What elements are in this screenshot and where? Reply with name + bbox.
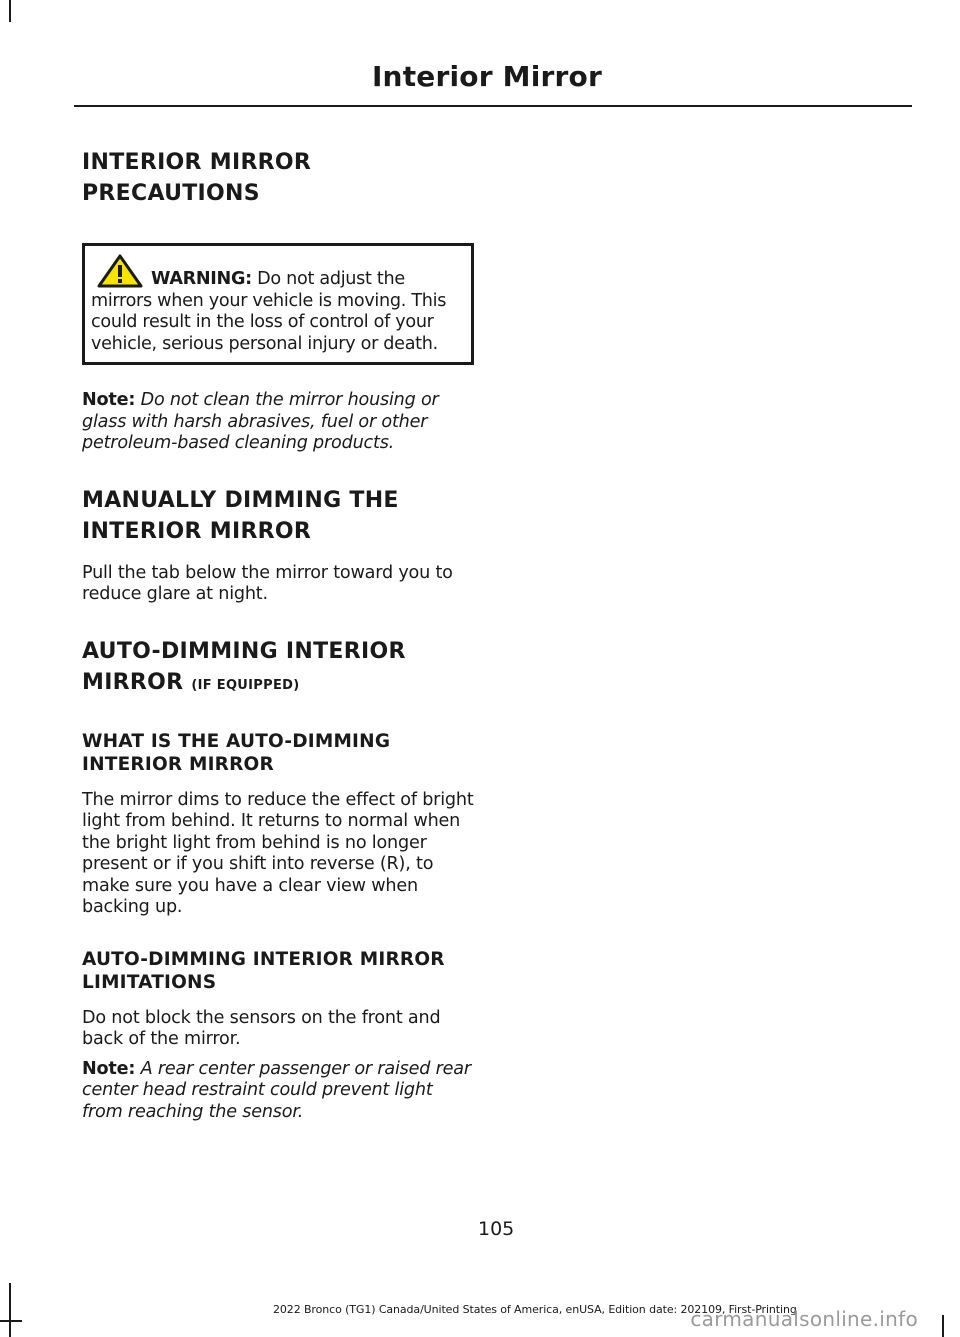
heading-line: INTERIOR MIRROR xyxy=(82,150,312,175)
note-text: Do not clean the mirror housing or glass with harsh abrasives, fuel or other petroleum-based cleaning products. xyxy=(82,390,439,453)
section-manual-dimming xyxy=(82,485,476,606)
limitations-note xyxy=(82,1059,476,1124)
main-column xyxy=(82,147,476,1123)
heading-auto-dimming xyxy=(82,636,476,701)
if-equipped-qualifier: (IF EQUIPPED) xyxy=(191,677,300,693)
section-auto-dimming xyxy=(82,636,476,1124)
header-rule xyxy=(74,105,912,107)
note-paragraph xyxy=(82,390,476,455)
warning-paragraph xyxy=(91,254,465,355)
crop-mark-bottom-left xyxy=(9,1283,11,1337)
subheading-what-is: WHAT IS THE AUTO-DIMMING INTERIOR MIRROR xyxy=(82,730,391,775)
heading-line: MANUALLY DIMMING THE xyxy=(82,487,399,513)
manual-body: Pull the tab below the mirror toward you to reduce glare at night. xyxy=(82,562,453,604)
warning-triangle-icon xyxy=(97,254,143,288)
heading-manual-dimming xyxy=(82,485,476,547)
watermark: carmanualsonline.info xyxy=(690,1307,918,1331)
subheading-limitations: AUTO-DIMMING INTERIOR MIRROR LIMITATIONS xyxy=(82,948,445,993)
running-header-title: Interior Mirror xyxy=(371,60,602,93)
heading-line: AUTO-DIMMING INTERIOR xyxy=(82,638,406,664)
note-label: Note: xyxy=(82,390,136,410)
heading-line: MIRROR xyxy=(82,669,184,695)
note-text: A rear center passenger or raised rear center head restraint could prevent light from reaching the sensor. xyxy=(82,1058,471,1122)
what-body: The mirror dims to reduce the effect of bright light from behind. It returns to normal when the bright light from behind is no longer present or if you shift into reverse (R), to make sure you have a clear view when backing up. xyxy=(82,789,474,917)
heading-precautions xyxy=(82,147,476,209)
edition-footer: 2022 Bronco (TG1) Canada/United States of America, enUSA, Edition date: 202109, First-Printing xyxy=(273,1303,797,1316)
limitations-body: Do not block the sensors on the front and back of the mirror. xyxy=(82,1007,441,1049)
warning-box xyxy=(82,243,474,365)
warning-text: Do not adjust the mirrors when your vehicle is moving. This could result in the loss of control of your vehicle, serious personal injury or death. xyxy=(91,269,447,354)
note-label: Note: xyxy=(82,1058,136,1079)
section-precautions xyxy=(82,147,476,455)
warning-label: WARNING: xyxy=(151,269,252,289)
crop-mark-bottom-right xyxy=(942,1315,944,1337)
page-number: 105 xyxy=(478,1218,515,1240)
crop-mark-bottom-left-h xyxy=(0,1320,22,1322)
crop-mark-top-left xyxy=(9,0,11,22)
heading-line: INTERIOR MIRROR xyxy=(82,518,312,544)
heading-line: PRECAUTIONS xyxy=(82,181,260,206)
